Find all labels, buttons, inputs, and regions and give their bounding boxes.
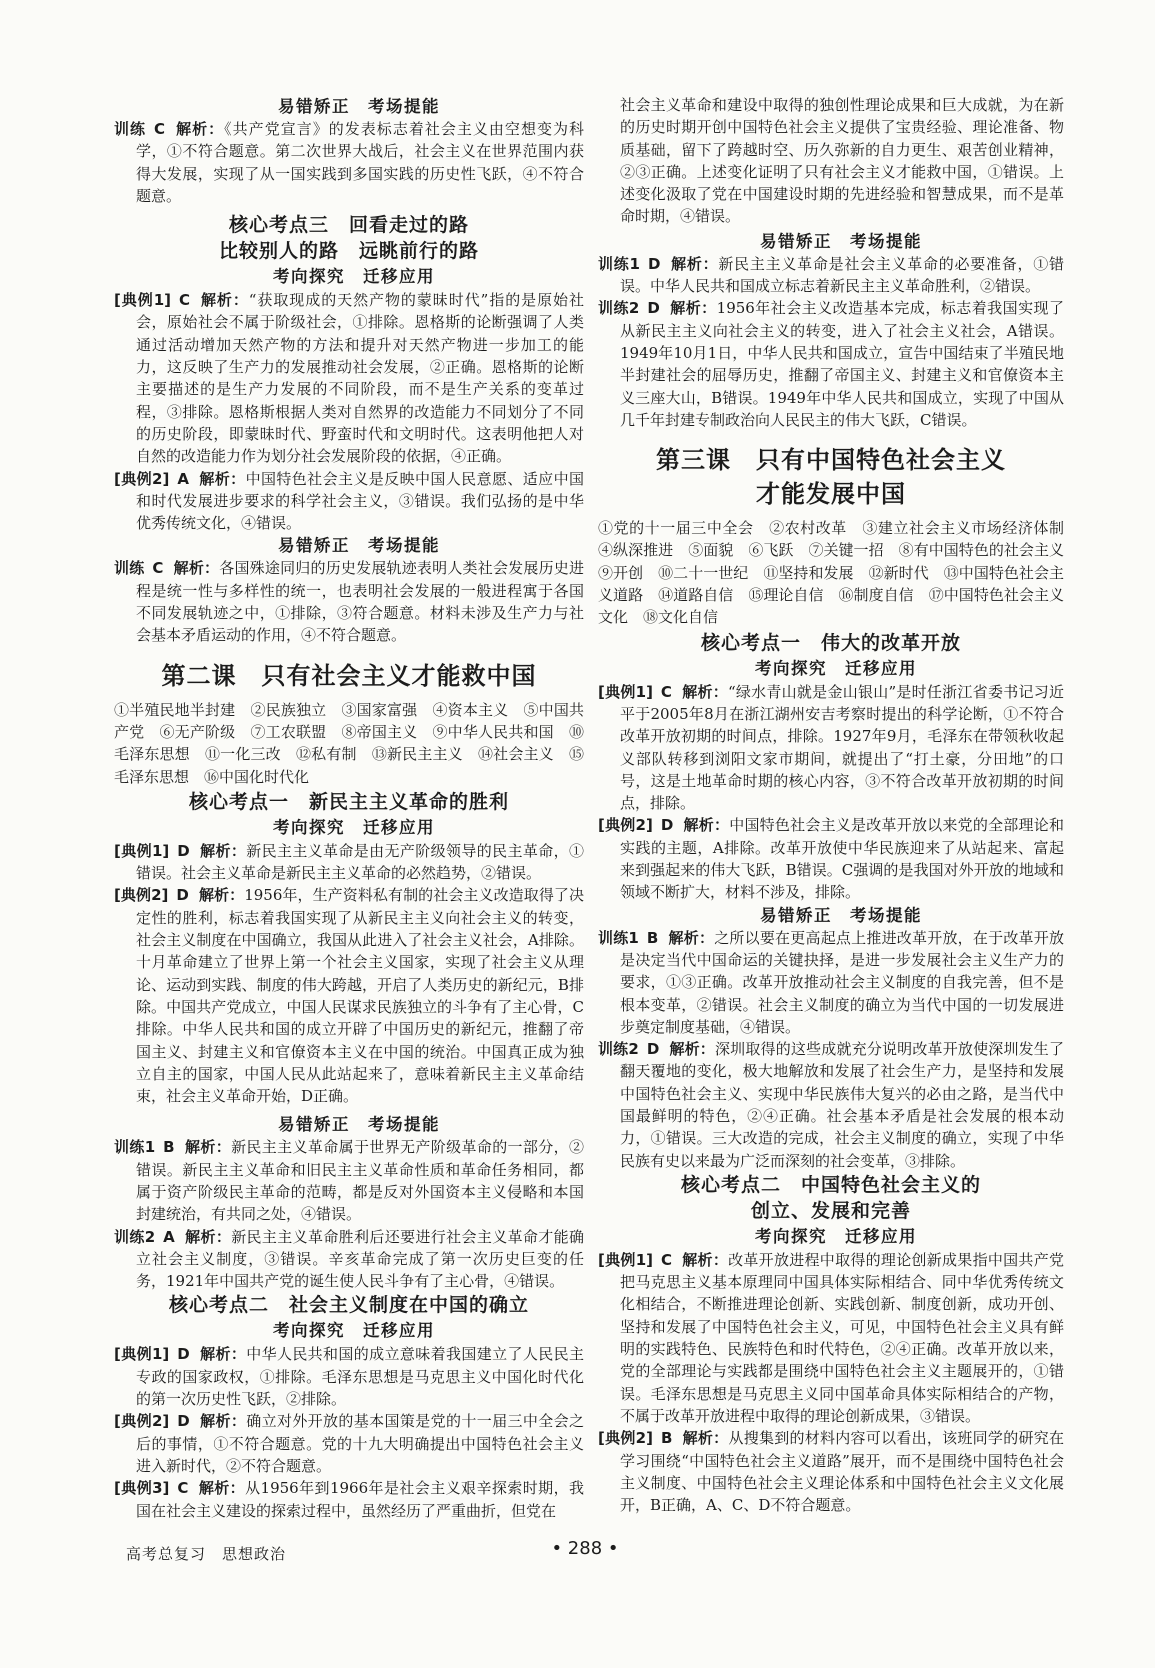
item-answer: A <box>177 469 189 488</box>
analysis-text: 深圳取得的这些成就充分说明改革开放使深圳发生了翻天覆地的变化，极大地解放和发展了社会生产力，是坚持和发展中国特色社会主义、实现中华民族伟大复兴的必由之路，是当代中国最鲜明的特色，②④正确。社会基本矛盾是社会发展的根本动力，①错误。三大改造的完成，社会主义制度的确立，实现了中华民族有史以来最为广泛而深刻的社会变革，③排除。 <box>620 1040 1064 1170</box>
item-answer: B <box>660 1429 673 1448</box>
example-item <box>598 1427 1064 1516</box>
exercise-item <box>114 1136 584 1225</box>
example-item <box>598 1249 1064 1427</box>
analysis-label: 解析： <box>175 120 225 138</box>
analysis-text: “获取现成的天然产物的蒙昧时代”指的是原始社会，原始社会不属于阶级社会，①排除。恩格斯的论断强调了人类通过活动增加天然产物的方法和提升对天然产物进一步加工的能力，这反映了生产力的发展推动社会发展，②正确。恩格斯的论断主要描述的是生产力发展的不同阶段，而不是生产关系的变革过程，③排除。恩格斯根据人类对自然界的改造能力不同划分了不同的历史阶段，即蒙昧时代、野蛮时代和文明时代。这表明他把人对自然的改造能力作为划分社会发展阶段的依据，④正确。 <box>136 291 584 466</box>
analysis-text: 新民主主义革命是由无产阶级领导的民主革命，①错误。社会主义革命是新民主主义革命的必然趋势，②错误。 <box>136 841 584 883</box>
analysis-label: 解析： <box>199 1412 247 1431</box>
item-label: 训练1 <box>114 1138 156 1157</box>
key-point-title: 核心考点二 社会主义制度在中国的确立 <box>168 1294 529 1317</box>
error-correction-heading: 易错矫正 考场提能 <box>760 905 922 925</box>
analysis-text: 《共产党宣言》的发表标志着社会主义由空想变为科学，①不符合题意。第二次世界大战后，社会主义在世界范围内获得大发展，实现了从一国实践到多国实践的历史性飞跃，④不符合题意。 <box>136 120 584 205</box>
key-point-title: 核心考点三 回看走过的路 <box>228 214 469 237</box>
analysis-text: 新民主主义革命是社会主义革命的必要准备，①错误。中华人民共和国成立标志着新民主主义革命胜利，②错误。 <box>620 254 1064 296</box>
analysis-text: “绿水青山就是金山银山”是时任浙江省委书记习近平于2005年8月在浙江湖州安吉考察时提出的科学论断，①不符合改革开放初期的时间点，排除。1927年9月，毛泽东在带领秋收起义部队转移到浏阳文家市期间，就提出了“打土豪，分田地”的口号，这是土地革命时期的核心内容，③不符合改革开放初期的时间点，排除。 <box>620 682 1064 813</box>
analysis-label: 解析： <box>199 1345 247 1364</box>
item-label: [典例1] <box>114 1345 170 1364</box>
item-label: [典例1] <box>114 841 170 860</box>
item-answer: A <box>163 1227 175 1246</box>
item-label: 训练2 <box>598 299 640 318</box>
example-item <box>114 468 584 535</box>
example-item <box>114 289 584 467</box>
item-label: [典例2] <box>114 469 170 488</box>
exercise-item <box>114 118 584 207</box>
analysis-text: 1956年，生产资料私有制的社会主义改造取得了决定性的胜利，标志着我国实现了从新民主主义向社会主义的转变，社会主义制度在中国确立，我国从此进入了社会主义社会，A排除。十月革命建立了世界上第一个社会主义国家，实现了社会主义从理论、运动到实践、制度的伟大跨越，开启了人类历史的新纪元，B排除。中国共产党成立，中国人民谋求民族独立的斗争有了主心骨，C排除。中华人民共和国的成立开辟了中国历史的新纪元，推翻了帝国主义、封建主义和官僚资本主义在中国的统治。中国真正成为独立自主的国家，中国人民从此站起来了，意味着新民主主义革命结束，社会主义革命开始，D正确。 <box>136 886 584 1106</box>
item-answer: C <box>660 1250 672 1269</box>
item-answer: C <box>177 1479 189 1498</box>
left-column <box>114 95 584 1522</box>
item-label: 训练 <box>114 559 145 578</box>
analysis-text: 新民主主义革命属于世界无产阶级革命的一部分，②错误。新民主主义革命和旧民主主义革命性质和革命任务相同，都属于资产阶级民主革命的范畴，都是反对外国资本主义侵略和本国封建统治，有共同之处，④错误。 <box>136 1138 584 1224</box>
example-item <box>114 1477 584 1522</box>
analysis-label: 解析： <box>669 1040 715 1059</box>
error-correction-heading: 易错矫正 考场提能 <box>278 97 440 116</box>
analysis-label: 解析： <box>681 682 728 701</box>
analysis-text: 新民主主义革命胜利后还要进行社会主义革命才能确立社会主义制度，③错误。辛亥革命完成了第一次历史巨变的任务，1921年中国共产党的诞生使人民斗争有了主心骨，④错误。 <box>136 1227 584 1291</box>
analysis-label: 解析： <box>683 816 730 835</box>
analysis-continuation: 社会主义革命和建设中取得的独创性理论成果和巨大成就，为在新的历史时期开创中国特色社会主义提供了宝贵经验、理论准备、物质基础，留下了跨越时空、历久弥新的自力更生、艰苦创业精神，②③正确。上述变化证明了只有社会主义才能救中国，①错误。上述变化汲取了党在中国建设时期的先进经验和智慧成果，而不是革命时期，④错误。 <box>620 96 1064 226</box>
right-column <box>598 94 1080 1516</box>
explore-heading: 考向探究 迁移应用 <box>273 1321 435 1341</box>
item-label: [典例3] <box>114 1479 170 1498</box>
page-number: • 288 • <box>551 1538 619 1559</box>
exercise-item <box>598 297 1064 431</box>
analysis-label: 解析： <box>668 928 715 947</box>
book-title-footer: 高考总复习 思想政治 <box>126 1545 287 1563</box>
example-item <box>598 814 1064 903</box>
analysis-label: 解析： <box>200 291 249 310</box>
analysis-text: 确立对外开放的基本国策是党的十一届三中全会之后的事情，①不符合题意。党的十九大明确提出中国特色社会主义进入新时代，②不符合题意。 <box>136 1412 584 1475</box>
item-answer: D <box>177 1345 190 1364</box>
exercise-item <box>598 927 1064 1038</box>
item-label: 训练2 <box>598 1040 639 1059</box>
example-item <box>114 1343 584 1410</box>
analysis-label: 解析： <box>670 254 719 273</box>
lesson-answer-list: ①党的十一届三中全会 ②农村改革 ③建立社会主义市场经济体制 ④纵深推进 ⑤面貌 ⑥飞跃 ⑦关键一招 ⑧有中国特色的社会主义 ⑨开创 ⑩二十一世纪 ⑪坚持和发展 ⑫新时代 ⑬中国特色社会主义道路 ⑭道路自信 ⑮理论自信 ⑯制度自信 ⑰中国特色社会主义文化 ⑱文化自信 <box>598 519 1080 627</box>
item-label: [典例2] <box>114 1412 170 1431</box>
analysis-label: 解析： <box>173 559 220 578</box>
analysis-label: 解析： <box>199 841 247 860</box>
item-label: [典例2] <box>598 816 653 835</box>
item-label: 训练 <box>114 120 147 138</box>
analysis-text: 从搜集到的材料内容可以看出，该班同学的研究在学习围绕“中国特色社会主义道路”展开，而不是围绕中国特色社会主义制度、中国特色社会主义理论体系和中国特色社会主义文化展开，B正确，A、C、D不符合题意。 <box>620 1429 1064 1515</box>
item-answer: B <box>646 928 659 947</box>
error-correction-heading: 易错矫正 考场提能 <box>278 536 440 556</box>
analysis-text: 中国特色社会主义是改革开放以来党的全部理论和实践的主题，A排除。改革开放使中华民族迎来了从站起来、富起来到强起来的伟大飞跃，B错误。C强调的是我国对外开放的地域和领域不断扩大，材料不涉及，排除。 <box>620 816 1064 902</box>
exercise-item <box>114 1226 584 1293</box>
analysis-label: 解析： <box>198 469 246 488</box>
analysis-text: 从1956年到1966年是社会主义艰辛探索时期，我国在社会主义建设的探索过程中，虽然经历了严重曲折，但党在 <box>136 1479 584 1520</box>
example-item <box>114 840 584 885</box>
error-correction-heading: 易错矫正 考场提能 <box>278 1115 440 1135</box>
lesson-heading <box>598 443 1064 511</box>
lesson-title: 第三课 只有中国特色社会主义 <box>656 446 1006 475</box>
item-label: [典例2] <box>598 1429 653 1448</box>
item-label: 训练1 <box>598 254 640 273</box>
item-answer: D <box>647 254 661 273</box>
item-label: [典例1] <box>114 291 171 310</box>
analysis-text: 各国殊途同归的历史发展轨迹表明人类社会发展历史进程是统一性与多样性的统一，也表明社会发展的一般进程寓于各国不同发展轨迹之中，①排除，③符合题意。材料未涉及生产力与社会基本矛盾运动的作用，④不符合题意。 <box>136 559 584 645</box>
analysis-label: 解析： <box>184 1227 232 1246</box>
key-point-title: 核心考点二 中国特色社会主义的 <box>680 1173 981 1196</box>
item-answer: D <box>176 886 189 905</box>
analysis-label: 解析： <box>198 1479 246 1498</box>
analysis-label: 解析： <box>682 1429 729 1448</box>
analysis-label: 解析： <box>184 1138 232 1157</box>
lesson-title: 第二课 只有社会主义才能救中国 <box>161 661 537 690</box>
analysis-label: 解析： <box>669 299 717 318</box>
lesson-title-line2: 才能发展中国 <box>756 480 906 509</box>
item-label: [典例1] <box>598 682 653 701</box>
analysis-text: 1956年社会主义改造基本完成，标志着我国实现了从新民主主义向社会主义的转变，进入了社会主义社会，A错误。1949年10月1日，中华人民共和国成立，宣告中国结束了半殖民地半封建社会的屈辱历史，推翻了帝国主义、封建主义和官僚资本主义三座大山，B错误。1949年中华人民共和国成立，实现了中国从几千年封建专制政治向人民民主的伟大飞跃，C错误。 <box>620 299 1064 429</box>
item-answer: C <box>660 682 672 701</box>
analysis-text: 中华人民共和国的成立意味着我国建立了人民民主专政的国家政权，①排除。毛泽东思想是马克思主义中国化时代化的第一次历史性飞跃，②排除。 <box>136 1345 584 1409</box>
analysis-text: 之所以要在更高起点上推进改革开放，在于改革开放是决定当代中国命运的关键抉择，是进一步发展社会主义生产力的要求，①③正确。改革开放推动社会主义制度的自我完善，但不是根本变革，②错误。社会主义制度的确立为当代中国的一切发展进步奠定制度基础，④错误。 <box>620 928 1064 1036</box>
analysis-label: 解析： <box>198 886 245 905</box>
explore-heading: 考向探究 迁移应用 <box>755 658 917 678</box>
item-answer: D <box>177 1412 190 1431</box>
exercise-item <box>114 557 584 646</box>
lesson-heading <box>114 659 584 693</box>
item-label: 训练2 <box>114 1227 156 1246</box>
item-answer: D <box>647 299 660 318</box>
exercise-item <box>598 1038 1064 1172</box>
item-answer: D <box>660 816 674 835</box>
item-answer: B <box>163 1138 175 1157</box>
item-answer: C <box>178 291 190 310</box>
explore-heading: 考向探究 迁移应用 <box>755 1226 917 1246</box>
lesson-answer-list: ①半殖民地半封建 ②民族独立 ③国家富强 ④资本主义 ⑤中国共产党 ⑥无产阶级 ⑦工农联盟 ⑧帝国主义 ⑨中华人民共和国 ⑩毛泽东思想 ⑪一化三改 ⑫私有制 ⑬新民主主义 ⑭社会主义 ⑮毛泽东思想 ⑯中国化时代化 <box>114 700 584 786</box>
analysis-text: 改革开放进程中取得的理论创新成果指中国共产党把马克思主义基本原理同中国具体实际相结合、同中华优秀传统文化相结合，不断推进理论创新、实践创新、制度创新，成功开创、坚持和发展了中国特色社会主义，可见，中国特色社会主义具有鲜明的实践特色、民族特色和时代特色，②④正确。改革开放以来，党的全部理论与实践都是围绕中国特色社会主义主题展开的，①错误。毛泽东思想是马克思主义同中国革命具体实际相结合的产物，不属于改革开放进程中取得的理论创新成果，③错误。 <box>620 1250 1064 1425</box>
item-answer: C <box>152 559 164 578</box>
item-answer: C <box>154 120 166 138</box>
explore-heading: 考向探究 迁移应用 <box>273 817 435 837</box>
item-label: 训练1 <box>598 928 639 947</box>
key-point-title: 核心考点一 伟大的改革开放 <box>700 631 961 654</box>
key-point-title: 核心考点一 新民主主义革命的胜利 <box>188 790 509 813</box>
item-answer: D <box>646 1040 660 1059</box>
key-point-title-line2: 创立、发展和完善 <box>750 1199 911 1222</box>
explore-heading: 考向探究 迁移应用 <box>273 267 435 287</box>
analysis-label: 解析： <box>682 1250 729 1269</box>
key-point-title-line2: 比较别人的路 远眺前行的路 <box>218 240 479 263</box>
example-item <box>598 681 1064 815</box>
example-item <box>114 1410 584 1477</box>
error-correction-heading: 易错矫正 考场提能 <box>760 231 922 251</box>
item-answer: D <box>177 841 190 860</box>
analysis-text: 中国特色社会主义是反映中国人民意愿、适应中国和时代发展进步要求的科学社会主义，③错误。我们弘扬的是中华优秀传统文化，④错误。 <box>136 469 584 533</box>
example-item <box>114 884 584 1107</box>
item-label: [典例1] <box>598 1250 653 1269</box>
exercise-item <box>598 253 1064 298</box>
item-label: [典例2] <box>114 886 169 905</box>
